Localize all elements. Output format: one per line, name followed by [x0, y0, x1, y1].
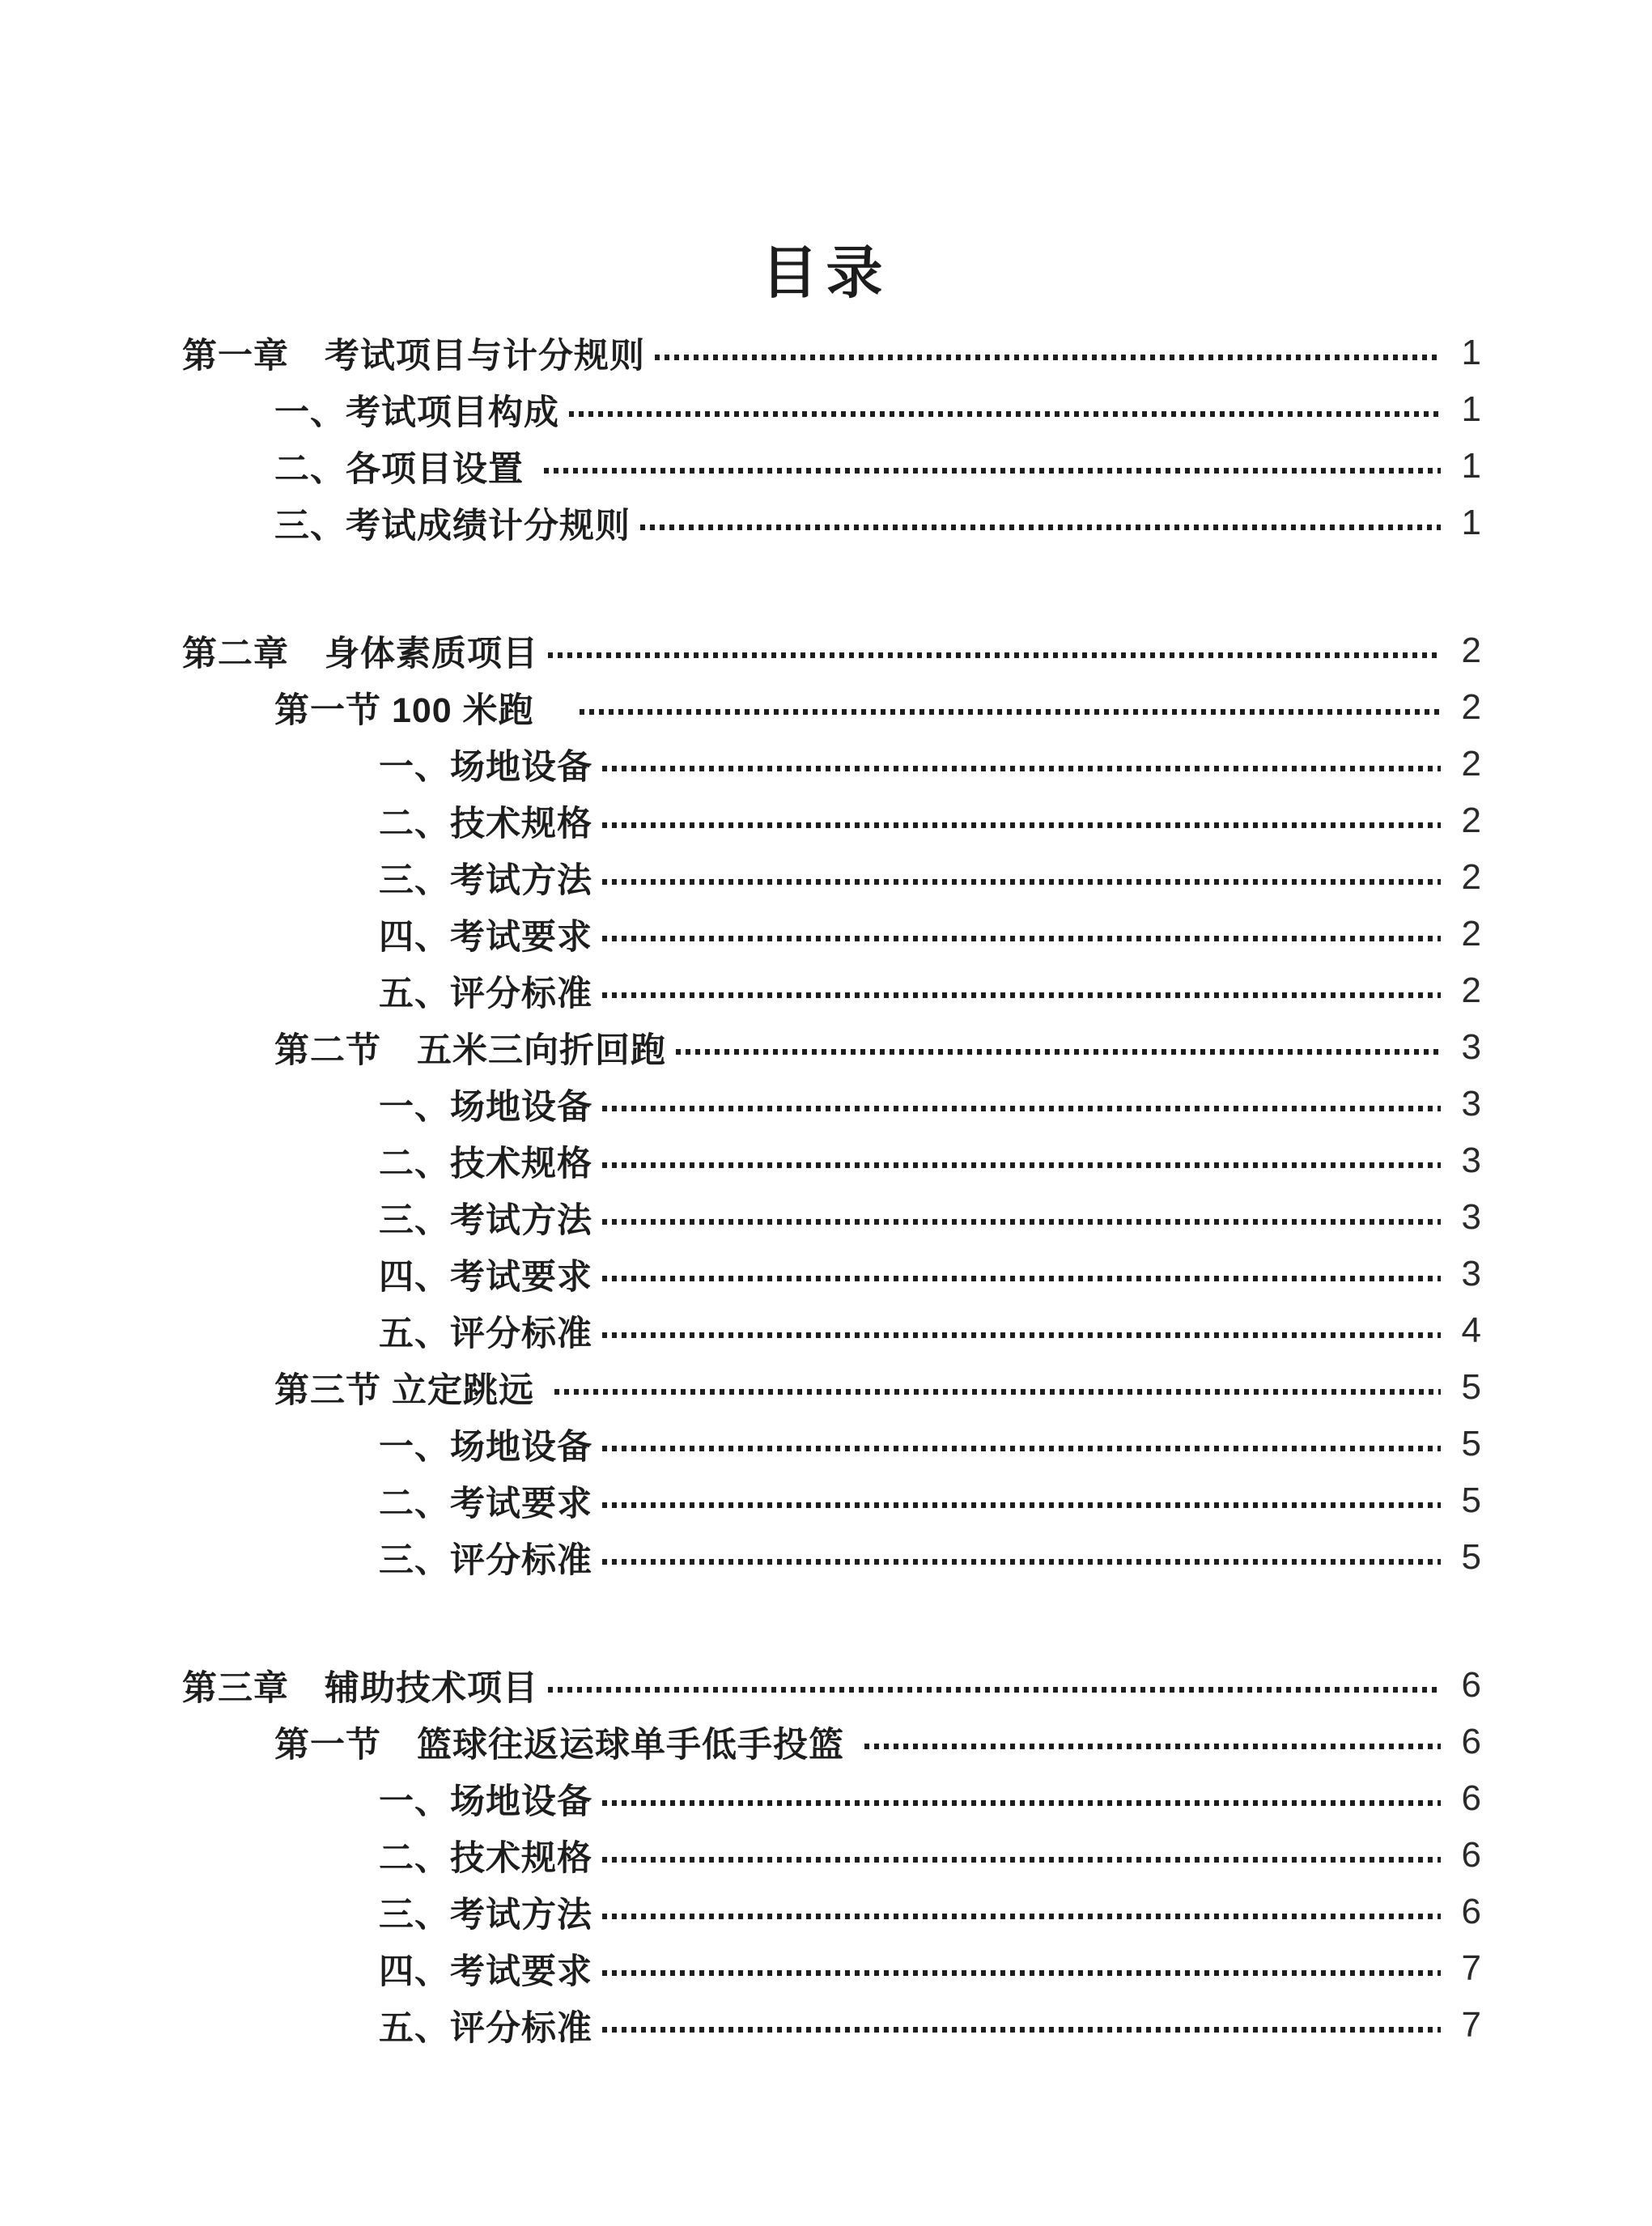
dot-leader [602, 879, 1441, 885]
dot-leader [602, 1446, 1441, 1451]
toc-entry-page-number: 3 [1461, 1027, 1481, 1067]
toc-entry-label: 五、评分标准 [379, 2008, 592, 2048]
dot-leader [602, 1162, 1441, 1168]
toc-entry-label: 第二节 五米三向折回跑 [274, 1030, 666, 1070]
toc-entry-label: 三、考试方法 [379, 1895, 592, 1935]
toc-entry [379, 906, 1481, 962]
toc-entry [274, 1714, 1481, 1770]
toc-entry-label: 第一章 考试项目与计分规则 [182, 336, 645, 376]
dot-leader [548, 1687, 1441, 1693]
toc-entry-label: 一、场地设备 [379, 1782, 592, 1821]
toc-entry-page-number: 1 [1461, 446, 1481, 486]
toc-entry [379, 849, 1481, 906]
toc-entry-page-number: 2 [1461, 631, 1481, 670]
toc-entry-label: 五、评分标准 [379, 1314, 592, 1353]
toc-entry-label: 第二章 身体素质项目 [182, 634, 538, 673]
dot-leader [602, 936, 1441, 941]
toc-entry-label: 一、场地设备 [379, 1087, 592, 1127]
dot-leader [602, 822, 1441, 828]
toc-entry [379, 1189, 1481, 1246]
toc-entry-page-number: 7 [1461, 2005, 1481, 2045]
toc-entry-page-number: 3 [1461, 1084, 1481, 1124]
toc-entry [274, 438, 1481, 495]
toc-entry-label: 四、考试要求 [379, 917, 592, 957]
toc-entry-label: 第一节 篮球往返运球单手低手投篮 [274, 1725, 855, 1765]
toc-entry [379, 1472, 1481, 1529]
toc-entry-label: 一、考试项目构成 [274, 393, 559, 432]
toc-entry-label: 二、技术规格 [379, 804, 592, 843]
dot-leader [544, 468, 1441, 474]
toc-entry-page-number: 1 [1461, 389, 1481, 429]
toc-entry [274, 679, 1481, 736]
toc-entry-page-number: 1 [1461, 503, 1481, 542]
toc-entry-page-number: 5 [1461, 1367, 1481, 1407]
toc-entry [379, 736, 1481, 792]
dot-leader [602, 1559, 1441, 1565]
toc-entry-label: 五、评分标准 [379, 974, 592, 1013]
dot-leader [554, 1389, 1441, 1395]
toc-entry [274, 1019, 1481, 1076]
toc-entry-page-number: 7 [1461, 1948, 1481, 1988]
toc-entry-label: 二、技术规格 [379, 1838, 592, 1878]
toc-entry [182, 622, 1481, 679]
dot-leader [602, 1857, 1441, 1863]
toc-entry [379, 1246, 1481, 1302]
toc-entry [274, 1359, 1481, 1416]
toc-entry [379, 1997, 1481, 2054]
toc-entry-page-number: 5 [1461, 1537, 1481, 1577]
toc-entry-page-number: 6 [1461, 1778, 1481, 1818]
toc-entry-label: 四、考试要求 [379, 1257, 592, 1297]
toc-entry-page-number: 6 [1461, 1665, 1481, 1705]
dot-leader [580, 709, 1441, 715]
dot-leader [602, 1914, 1441, 1919]
toc-entry-label: 二、各项目设置 [274, 449, 534, 489]
toc-entry [379, 1132, 1481, 1189]
toc-entry-label: 第三章 辅助技术项目 [182, 1668, 538, 1708]
toc-entry-label: 二、技术规格 [379, 1144, 592, 1183]
toc-entry [379, 1529, 1481, 1586]
dot-leader [602, 1276, 1441, 1281]
toc-entry-label: 第一节 100 米跑 [274, 690, 570, 730]
toc-entry-page-number: 1 [1461, 333, 1481, 372]
toc-entry [379, 1940, 1481, 1997]
toc-entry-label: 第三节 立定跳远 [274, 1370, 545, 1410]
dot-leader [640, 525, 1441, 530]
dot-leader [602, 2027, 1441, 2033]
toc-entry-label: 三、考试方法 [379, 860, 592, 900]
toc-entry-label: 一、场地设备 [379, 1427, 592, 1467]
dot-leader [602, 1332, 1441, 1338]
toc-entry-page-number: 3 [1461, 1197, 1481, 1237]
toc-group [182, 622, 1481, 1586]
toc-entry-page-number: 2 [1461, 687, 1481, 727]
toc-entry-page-number: 5 [1461, 1424, 1481, 1463]
toc-entry [274, 381, 1481, 438]
toc-entry [379, 1076, 1481, 1132]
dot-leader [602, 992, 1441, 998]
toc-entry [379, 962, 1481, 1019]
dot-leader [602, 766, 1441, 771]
toc-entry-label: 四、考试要求 [379, 1952, 592, 1991]
toc-entry [274, 495, 1481, 551]
toc-entry-label: 三、评分标准 [379, 1540, 592, 1580]
dot-leader [864, 1744, 1441, 1749]
dot-leader [602, 1106, 1441, 1111]
dot-leader [602, 1800, 1441, 1806]
toc-entry-page-number: 2 [1461, 801, 1481, 840]
toc-entry [379, 1884, 1481, 1940]
dot-leader [602, 1502, 1441, 1508]
dot-leader [602, 1219, 1441, 1225]
toc-entry [182, 325, 1481, 381]
dot-leader [602, 1970, 1441, 1976]
toc-group [182, 1657, 1481, 2054]
table-of-contents [182, 325, 1481, 2054]
dot-leader [569, 411, 1441, 417]
toc-entry-page-number: 6 [1461, 1835, 1481, 1875]
toc-group [182, 325, 1481, 551]
toc-entry-page-number: 6 [1461, 1892, 1481, 1931]
toc-entry-page-number: 2 [1461, 914, 1481, 954]
toc-entry [379, 792, 1481, 849]
toc-entry-label: 三、考试方法 [379, 1200, 592, 1240]
toc-entry-page-number: 2 [1461, 744, 1481, 784]
toc-entry-label: 三、考试成绩计分规则 [274, 506, 631, 546]
toc-entry [379, 1416, 1481, 1472]
toc-entry [379, 1770, 1481, 1827]
toc-entry-page-number: 6 [1461, 1722, 1481, 1761]
toc-entry-page-number: 5 [1461, 1480, 1481, 1520]
toc-entry-page-number: 2 [1461, 971, 1481, 1010]
toc-entry-page-number: 4 [1461, 1311, 1481, 1350]
toc-entry-page-number: 3 [1461, 1254, 1481, 1294]
toc-entry [379, 1302, 1481, 1359]
toc-entry [182, 1657, 1481, 1714]
toc-entry-label: 二、考试要求 [379, 1484, 592, 1523]
toc-entry-page-number: 3 [1461, 1141, 1481, 1180]
dot-leader [548, 652, 1441, 658]
dot-leader [655, 355, 1441, 360]
dot-leader [676, 1049, 1441, 1055]
page-title: 目录 [761, 241, 891, 304]
toc-entry-page-number: 2 [1461, 857, 1481, 897]
toc-entry [379, 1827, 1481, 1884]
toc-entry-label: 一、场地设备 [379, 747, 592, 787]
